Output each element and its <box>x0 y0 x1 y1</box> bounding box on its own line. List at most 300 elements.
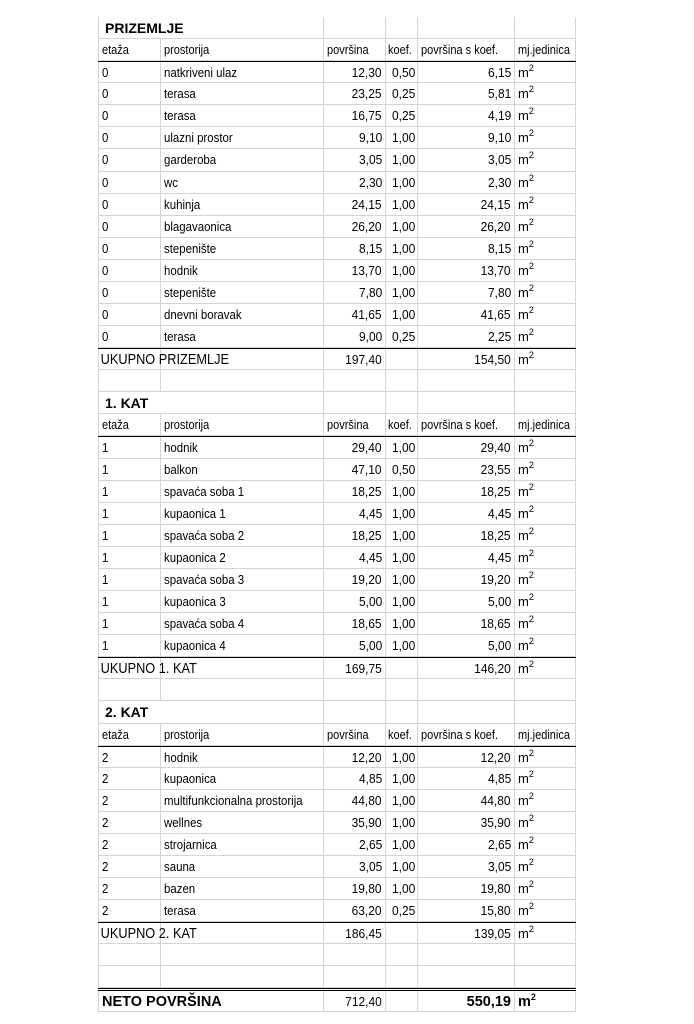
unit-base: m <box>518 638 529 654</box>
cell-etaza[interactable] <box>98 216 160 237</box>
cell-prostorija[interactable] <box>160 194 323 215</box>
cell-koef[interactable] <box>385 260 417 281</box>
cell-jedinica[interactable] <box>514 547 576 568</box>
cell-etaza-text: 1 <box>102 527 109 543</box>
unit-exponent: 2 <box>528 481 534 492</box>
cell-povrsina-koef[interactable] <box>417 747 514 767</box>
empty-cell[interactable] <box>98 944 160 965</box>
unit-label <box>518 547 534 565</box>
cell-povrsina-koef[interactable] <box>417 569 514 590</box>
cell-povrsina-koef[interactable] <box>417 172 514 193</box>
cell-koef-text: 1,00 <box>391 240 415 256</box>
cell-etaza[interactable] <box>98 856 160 877</box>
cell-etaza[interactable] <box>98 481 160 502</box>
cell-koef[interactable] <box>385 127 417 148</box>
cell-povrsina[interactable] <box>323 304 385 325</box>
cell-jedinica[interactable] <box>514 900 576 921</box>
cell-povrsina-koef[interactable] <box>417 149 514 170</box>
cell-povrsina-koef[interactable] <box>417 260 514 281</box>
cell-etaza[interactable] <box>98 194 160 215</box>
cell-povrsina-koef[interactable] <box>417 856 514 877</box>
empty-cell[interactable] <box>98 370 160 391</box>
cell-koef[interactable] <box>385 591 417 612</box>
cell-jedinica[interactable] <box>514 856 576 877</box>
empty-cell[interactable] <box>385 679 417 700</box>
cell-etaza[interactable] <box>98 282 160 303</box>
cell-koef[interactable] <box>385 238 417 259</box>
cell-jedinica[interactable] <box>514 525 576 546</box>
empty-cell[interactable] <box>323 392 385 413</box>
cell-povrsina-koef[interactable] <box>417 83 514 104</box>
cell-jedinica[interactable] <box>514 260 576 281</box>
cell-koef[interactable] <box>385 304 417 325</box>
cell-etaza[interactable] <box>98 547 160 568</box>
cell-etaza[interactable] <box>98 172 160 193</box>
empty-cell[interactable] <box>98 679 160 700</box>
empty-cell[interactable] <box>514 17 576 38</box>
cell-etaza[interactable] <box>98 878 160 899</box>
empty-cell[interactable] <box>385 701 417 722</box>
cell-povrsina[interactable] <box>323 481 385 502</box>
cell-prostorija[interactable] <box>160 790 323 811</box>
cell-povrsina-koef[interactable] <box>417 326 514 347</box>
cell-povrsina-koef[interactable] <box>417 790 514 811</box>
cell-koef-text: 1,00 <box>391 527 415 543</box>
empty-cell[interactable] <box>385 370 417 391</box>
empty-cell[interactable] <box>160 370 323 391</box>
cell-koef[interactable] <box>385 282 417 303</box>
cell-povrsina-koef[interactable] <box>417 503 514 524</box>
cell-jedinica[interactable] <box>514 878 576 899</box>
cell-povrsina[interactable] <box>323 282 385 303</box>
header-jedinica[interactable] <box>514 724 576 745</box>
cell-prostorija[interactable] <box>160 326 323 347</box>
cell-povrsina[interactable] <box>323 194 385 215</box>
header-povrsina-koef[interactable] <box>417 414 514 435</box>
header-povrsina[interactable] <box>323 414 385 435</box>
cell-povrsina-koef[interactable] <box>417 547 514 568</box>
cell-prostorija[interactable] <box>160 62 323 82</box>
cell-jedinica[interactable] <box>514 481 576 502</box>
cell-povrsina-koef[interactable] <box>417 635 514 656</box>
cell-prostorija[interactable] <box>160 747 323 767</box>
cell-koef-text: 1,00 <box>391 770 415 786</box>
cell-koef[interactable] <box>385 83 417 104</box>
cell-prostorija[interactable] <box>160 238 323 259</box>
cell-jedinica[interactable] <box>514 459 576 480</box>
cell-povrsina-text: 5,00 <box>358 638 382 654</box>
cell-povrsina-koef[interactable] <box>417 591 514 612</box>
cell-koef[interactable] <box>385 216 417 237</box>
table-row <box>98 790 576 812</box>
cell-prostorija[interactable] <box>160 437 323 457</box>
cell-etaza[interactable] <box>98 591 160 612</box>
cell-koef[interactable] <box>385 105 417 126</box>
cell-etaza[interactable] <box>98 105 160 126</box>
cell-etaza[interactable] <box>98 83 160 104</box>
cell-povrsina[interactable] <box>323 635 385 656</box>
cell-etaza[interactable] <box>98 900 160 921</box>
cell-prostorija[interactable] <box>160 127 323 148</box>
cell-etaza[interactable] <box>98 62 160 82</box>
cell-prostorija[interactable] <box>160 149 323 170</box>
total-povrsina[interactable] <box>323 658 385 678</box>
cell-povrsina-koef[interactable] <box>417 127 514 148</box>
cell-etaza[interactable] <box>98 127 160 148</box>
cell-povrsina[interactable] <box>323 812 385 833</box>
empty-cell[interactable] <box>323 701 385 722</box>
cell-prostorija[interactable] <box>160 282 323 303</box>
cell-koef[interactable] <box>385 525 417 546</box>
cell-jedinica[interactable] <box>514 834 576 855</box>
unit-exponent: 2 <box>528 150 534 161</box>
cell-prostorija[interactable] <box>160 304 323 325</box>
cell-prostorija[interactable] <box>160 613 323 634</box>
section-title-cell[interactable] <box>98 17 323 38</box>
cell-koef[interactable] <box>385 569 417 590</box>
cell-koef[interactable] <box>385 613 417 634</box>
empty-cell[interactable] <box>385 991 417 1011</box>
empty-cell[interactable] <box>514 701 576 722</box>
cell-koef[interactable] <box>385 856 417 877</box>
empty-cell[interactable] <box>417 944 514 965</box>
unit-label <box>518 616 534 631</box>
cell-jedinica[interactable] <box>514 149 576 170</box>
unit-exponent: 2 <box>528 901 534 912</box>
cell-povrsina-koef[interactable] <box>417 105 514 126</box>
cell-prostorija-text: hodnik <box>164 262 198 278</box>
cell-jedinica[interactable] <box>514 282 576 303</box>
cell-jedinica[interactable] <box>514 613 576 634</box>
header-jedinica[interactable] <box>514 39 576 60</box>
cell-povrsina[interactable] <box>323 105 385 126</box>
cell-koef[interactable] <box>385 834 417 855</box>
cell-povrsina[interactable] <box>323 83 385 104</box>
cell-jedinica[interactable] <box>514 790 576 811</box>
cell-etaza[interactable] <box>98 238 160 259</box>
empty-cell[interactable] <box>417 701 514 722</box>
empty-cell[interactable] <box>417 679 514 700</box>
empty-cell[interactable] <box>417 17 514 38</box>
total-jedinica[interactable] <box>514 349 576 369</box>
header-koef[interactable] <box>385 414 417 435</box>
cell-prostorija[interactable] <box>160 635 323 656</box>
cell-povrsina-koef[interactable] <box>417 282 514 303</box>
unit-label <box>518 307 534 322</box>
cell-prostorija[interactable] <box>160 216 323 237</box>
cell-etaza[interactable] <box>98 790 160 811</box>
cell-povrsina[interactable] <box>323 216 385 237</box>
cell-prostorija[interactable] <box>160 768 323 789</box>
cell-jedinica[interactable] <box>514 127 576 148</box>
cell-povrsina[interactable] <box>323 900 385 921</box>
neto-label: NETO POVRŠINA <box>102 994 222 1011</box>
cell-povrsina-koef[interactable] <box>417 216 514 237</box>
cell-prostorija-text: spavaća soba 4 <box>164 616 245 632</box>
cell-prostorija[interactable] <box>160 569 323 590</box>
empty-cell[interactable] <box>385 17 417 38</box>
cell-prostorija[interactable] <box>160 525 323 546</box>
empty-cell[interactable] <box>514 370 576 391</box>
cell-povrsina-koef-text: 44,80 <box>481 792 511 808</box>
cell-koef[interactable] <box>385 326 417 347</box>
section-title-cell[interactable] <box>98 392 323 413</box>
cell-koef[interactable] <box>385 900 417 921</box>
cell-prostorija[interactable] <box>160 878 323 899</box>
cell-povrsina-koef[interactable] <box>417 768 514 789</box>
header-povrsina-koef[interactable] <box>417 39 514 60</box>
unit-exponent: 2 <box>528 238 534 249</box>
header-povrsina-text: površina <box>327 418 369 433</box>
cell-koef[interactable] <box>385 747 417 767</box>
total-povrsina-koef[interactable] <box>417 923 514 943</box>
cell-prostorija[interactable] <box>160 834 323 855</box>
empty-cell[interactable] <box>514 944 576 965</box>
header-prostorija[interactable] <box>160 39 323 60</box>
empty-cell[interactable] <box>385 658 417 678</box>
empty-cell[interactable] <box>417 392 514 413</box>
empty-cell[interactable] <box>323 17 385 38</box>
cell-jedinica[interactable] <box>514 238 576 259</box>
empty-cell[interactable] <box>160 966 323 987</box>
cell-prostorija[interactable] <box>160 481 323 502</box>
cell-etaza[interactable] <box>98 768 160 789</box>
unit-exponent: 2 <box>528 547 534 558</box>
header-prostorija-text: prostorija <box>164 727 210 742</box>
total-povrsina[interactable] <box>323 923 385 943</box>
cell-jedinica[interactable] <box>514 105 576 126</box>
empty-cell[interactable] <box>385 923 417 943</box>
empty-cell[interactable] <box>385 966 417 987</box>
cell-povrsina-koef[interactable] <box>417 613 514 634</box>
cell-povrsina-koef[interactable] <box>417 62 514 82</box>
cell-prostorija[interactable] <box>160 105 323 126</box>
cell-prostorija[interactable] <box>160 172 323 193</box>
cell-povrsina[interactable] <box>323 790 385 811</box>
empty-cell[interactable] <box>514 966 576 987</box>
cell-povrsina-koef[interactable] <box>417 459 514 480</box>
cell-jedinica[interactable] <box>514 194 576 215</box>
cell-koef[interactable] <box>385 172 417 193</box>
cell-povrsina[interactable] <box>323 238 385 259</box>
cell-povrsina-koef[interactable] <box>417 481 514 502</box>
cell-povrsina[interactable] <box>323 747 385 767</box>
cell-povrsina[interactable] <box>323 326 385 347</box>
cell-povrsina-koef[interactable] <box>417 437 514 457</box>
cell-jedinica[interactable] <box>514 569 576 590</box>
unit-label <box>518 994 536 1010</box>
cell-povrsina-koef[interactable] <box>417 194 514 215</box>
cell-koef[interactable] <box>385 812 417 833</box>
cell-jedinica[interactable] <box>514 172 576 193</box>
header-koef[interactable] <box>385 724 417 745</box>
cell-etaza[interactable] <box>98 635 160 656</box>
cell-koef[interactable] <box>385 635 417 656</box>
header-etaza[interactable] <box>98 414 160 435</box>
cell-etaza[interactable] <box>98 260 160 281</box>
cell-prostorija[interactable] <box>160 591 323 612</box>
cell-jedinica[interactable] <box>514 591 576 612</box>
cell-jedinica[interactable] <box>514 812 576 833</box>
header-etaza[interactable] <box>98 724 160 745</box>
cell-povrsina[interactable] <box>323 878 385 899</box>
empty-cell[interactable] <box>98 966 160 987</box>
cell-jedinica[interactable] <box>514 747 576 767</box>
cell-koef[interactable] <box>385 768 417 789</box>
total-jedinica[interactable] <box>514 923 576 943</box>
total-povrsina[interactable] <box>323 349 385 369</box>
cell-etaza[interactable] <box>98 747 160 767</box>
cell-povrsina-koef[interactable] <box>417 304 514 325</box>
cell-jedinica[interactable] <box>514 216 576 237</box>
cell-prostorija-text: spavaća soba 1 <box>164 483 245 499</box>
empty-cell[interactable] <box>160 944 323 965</box>
cell-jedinica[interactable] <box>514 768 576 789</box>
cell-prostorija-text: sauna <box>164 858 196 874</box>
neto-jedinica[interactable] <box>514 991 576 1011</box>
total-jedinica[interactable] <box>514 658 576 678</box>
cell-etaza[interactable] <box>98 569 160 590</box>
cell-koef[interactable] <box>385 481 417 502</box>
section-total-label: UKUPNO 2. KAT <box>100 926 197 943</box>
cell-koef[interactable] <box>385 437 417 457</box>
empty-cell[interactable] <box>160 679 323 700</box>
cell-koef[interactable] <box>385 503 417 524</box>
cell-povrsina[interactable] <box>323 437 385 457</box>
unit-exponent: 2 <box>528 525 534 536</box>
cell-etaza[interactable] <box>98 525 160 546</box>
cell-jedinica[interactable] <box>514 83 576 104</box>
empty-cell[interactable] <box>385 392 417 413</box>
unit-exponent: 2 <box>528 106 534 117</box>
cell-povrsina[interactable] <box>323 503 385 524</box>
cell-jedinica[interactable] <box>514 437 576 457</box>
empty-cell[interactable] <box>514 392 576 413</box>
empty-cell[interactable] <box>385 349 417 369</box>
cell-povrsina-koef[interactable] <box>417 878 514 899</box>
cell-prostorija-text: spavaća soba 3 <box>164 571 245 587</box>
cell-prostorija[interactable] <box>160 856 323 877</box>
cell-etaza[interactable] <box>98 437 160 457</box>
header-prostorija[interactable] <box>160 414 323 435</box>
cell-etaza[interactable] <box>98 834 160 855</box>
cell-povrsina[interactable] <box>323 834 385 855</box>
header-prostorija[interactable] <box>160 724 323 745</box>
empty-cell[interactable] <box>417 370 514 391</box>
cell-etaza[interactable] <box>98 149 160 170</box>
empty-cell[interactable] <box>514 679 576 700</box>
cell-povrsina[interactable] <box>323 856 385 877</box>
cell-prostorija-text: spavaća soba 2 <box>164 527 245 543</box>
cell-povrsina-koef[interactable] <box>417 900 514 921</box>
cell-jedinica[interactable] <box>514 503 576 524</box>
cell-povrsina[interactable] <box>323 172 385 193</box>
cell-povrsina-koef[interactable] <box>417 812 514 833</box>
empty-cell[interactable] <box>385 944 417 965</box>
neto-povrsina-koef[interactable] <box>417 991 514 1011</box>
cell-povrsina[interactable] <box>323 591 385 612</box>
cell-prostorija[interactable] <box>160 260 323 281</box>
cell-povrsina[interactable] <box>323 149 385 170</box>
cell-povrsina[interactable] <box>323 260 385 281</box>
cell-koef[interactable] <box>385 547 417 568</box>
cell-povrsina-koef[interactable] <box>417 238 514 259</box>
cell-koef[interactable] <box>385 878 417 899</box>
cell-povrsina[interactable] <box>323 547 385 568</box>
unit-exponent: 2 <box>528 459 534 470</box>
cell-jedinica[interactable] <box>514 304 576 325</box>
cell-prostorija[interactable] <box>160 459 323 480</box>
cell-povrsina[interactable] <box>323 459 385 480</box>
cell-prostorija[interactable] <box>160 503 323 524</box>
cell-povrsina-koef[interactable] <box>417 834 514 855</box>
total-povrsina-koef[interactable] <box>417 349 514 369</box>
cell-etaza[interactable] <box>98 503 160 524</box>
empty-cell[interactable] <box>323 679 385 700</box>
cell-etaza[interactable] <box>98 812 160 833</box>
cell-prostorija[interactable] <box>160 83 323 104</box>
cell-koef[interactable] <box>385 62 417 82</box>
cell-koef[interactable] <box>385 149 417 170</box>
unit-base: m <box>518 240 529 256</box>
cell-prostorija[interactable] <box>160 900 323 921</box>
cell-etaza[interactable] <box>98 326 160 347</box>
cell-povrsina-text: 9,00 <box>358 329 382 345</box>
cell-koef[interactable] <box>385 459 417 480</box>
total-povrsina-koef[interactable] <box>417 658 514 678</box>
cell-jedinica[interactable] <box>514 635 576 656</box>
section-title: PRIZEMLJE <box>105 20 184 36</box>
header-koef[interactable] <box>385 39 417 60</box>
cell-etaza-text: 2 <box>102 792 109 808</box>
cell-prostorija-text: hodnik <box>164 749 198 765</box>
header-povrsina-koef[interactable] <box>417 724 514 745</box>
cell-jedinica[interactable] <box>514 62 576 82</box>
cell-etaza[interactable] <box>98 613 160 634</box>
empty-cell[interactable] <box>323 370 385 391</box>
cell-povrsina[interactable] <box>323 768 385 789</box>
cell-povrsina[interactable] <box>323 569 385 590</box>
empty-cell[interactable] <box>323 966 385 987</box>
cell-prostorija-text: wc <box>164 174 178 190</box>
cell-povrsina[interactable] <box>323 525 385 546</box>
cell-etaza[interactable] <box>98 459 160 480</box>
cell-povrsina-koef[interactable] <box>417 525 514 546</box>
neto-label-cell[interactable] <box>98 991 323 1011</box>
header-povrsina[interactable] <box>323 724 385 745</box>
cell-koef[interactable] <box>385 194 417 215</box>
empty-cell[interactable] <box>417 966 514 987</box>
header-povrsina[interactable] <box>323 39 385 60</box>
header-jedinica[interactable] <box>514 414 576 435</box>
cell-etaza-text: 0 <box>102 152 109 168</box>
neto-povrsina[interactable] <box>323 991 385 1011</box>
cell-povrsina[interactable] <box>323 62 385 82</box>
cell-povrsina[interactable] <box>323 127 385 148</box>
cell-koef[interactable] <box>385 790 417 811</box>
empty-cell[interactable] <box>323 944 385 965</box>
unit-exponent: 2 <box>528 305 534 316</box>
cell-jedinica[interactable] <box>514 326 576 347</box>
section-title-cell[interactable] <box>98 701 323 722</box>
header-etaza[interactable] <box>98 39 160 60</box>
cell-povrsina[interactable] <box>323 613 385 634</box>
cell-prostorija[interactable] <box>160 812 323 833</box>
unit-label <box>518 747 534 765</box>
cell-prostorija[interactable] <box>160 547 323 568</box>
neto-povrsina-text: 712,40 <box>345 994 382 1010</box>
cell-etaza[interactable] <box>98 304 160 325</box>
